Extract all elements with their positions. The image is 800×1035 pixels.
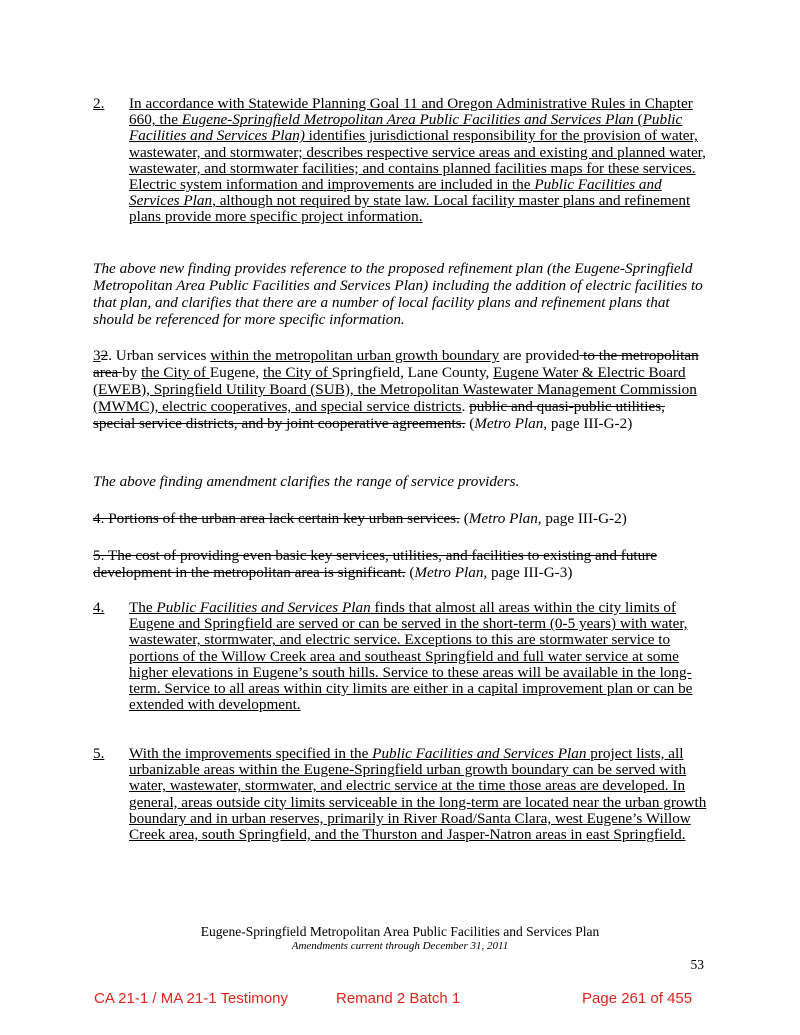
finding-2-text: In accordance with Statewide Planning Goal 11 and Oregon Administrative Rules in Chapter 660, the Eugene-Springfield Metropolitan Area Public Facilities and Services Plan (Public Facilities and Services Plan) identifies jurisdictional responsibility for the provision of water, wastewater, and stormwater; describes respective service areas and existing and planned water, wastewater, and stormwater facilities; and contains planned facilities maps for these services. Electric system information and improvements are included in the Public Facilities and Services Plan, although not required by state law. Local facility master plans and refinement plans provide more specific project information. bbox=[129, 95, 706, 226]
finding-5 bbox=[93, 746, 713, 843]
plan-short-title-ref: Public Facilities and Services Plan bbox=[156, 599, 371, 616]
page-number: 53 bbox=[690, 957, 704, 972]
finding-5-number: 5. bbox=[93, 745, 105, 762]
plan-title-ref: Eugene-Springfield Metropolitan Area Public Facilities and Services Plan bbox=[181, 111, 634, 129]
plan-short-title-ref: Public Facilities and Services Plan bbox=[372, 745, 587, 762]
footer-title: Eugene-Springfield Metropolitan Area Public Facilities and Services Plan bbox=[200, 924, 600, 939]
deleted-finding-5: 5. The cost of providing even basic key services, utilities, and facilities to existing and future development in the metropolitan area is significant. (Metro Plan, page III-G-3) bbox=[93, 547, 658, 581]
finding-4-number: 4. bbox=[93, 599, 105, 616]
plan-short-title-ref: Public Facilities and Services Plan bbox=[129, 176, 662, 210]
stamp-page-label: Page 261 of 455 bbox=[582, 990, 693, 1007]
deleted-finding-4: 4. Portions of the urban area lack certain key urban services. (Metro Plan, page III-G-2) bbox=[93, 510, 627, 527]
stamp-batch-label: Remand 2 Batch 1 bbox=[336, 990, 461, 1007]
finding-3-old-number: 2 bbox=[100, 347, 109, 364]
footer-subtitle: Amendments current through December 31, 2011 bbox=[291, 940, 509, 952]
explanatory-note-2: The above finding amendment clarifies the range of service providers. bbox=[93, 473, 520, 490]
finding-2 bbox=[93, 96, 713, 226]
explanatory-note-1: The above new finding provides reference to the proposed refinement plan (the Eugene-Springfield Metropolitan Area Public Facilities and Services Plan) including the addition of electric facilities to that plan, and clarifies that there are a number of local facility plans and refinement plans that should be referenced for more specific information. bbox=[93, 260, 703, 328]
finding-4-text: The Public Facilities and Services Plan finds that almost all areas within the city limits of Eugene and Springfield are served or can be served in the short-term (0-5 years) with water, wastewater, stormwater, and electric service. Exceptions to this are stormwater service to portions of the Willow Creek area and southeast Springfield and full water service at some higher elevations in Eugene’s south hills. Service to these areas will be available in the long-term. Service to all areas within city limits are either in a capital improvement plan or can be extended with development. bbox=[129, 599, 693, 714]
finding-5-text: With the improvements specified in the Public Facilities and Services Plan project lists, all urbanizable areas within the Eugene-Springfield urban growth boundary can be served with water, wastewater, stormwater, and electric service at the time those areas are developed. In general, areas outside city limits serviceable in the long-term are located near the urban growth boundary and in urban reserves, primarily in River Road/Santa Clara, west Eugene’s Willow Creek area, south Springfield, and the Thurston and Jasper-Natron areas in east Springfield. bbox=[129, 745, 707, 844]
plan-short-title-ref: Public Facilities and Services Plan) bbox=[129, 111, 683, 145]
stamp-case-label: CA 21-1 / MA 21-1 Testimony bbox=[94, 990, 288, 1007]
finding-4 bbox=[93, 600, 713, 713]
finding-3-new-number: 3 bbox=[93, 347, 101, 364]
finding-3: 32. Urban services within the metropolitan urban growth boundary are provided to the metropolitan area by the City of Eugene, the City of Springfield, Lane County, Eugene Water & Electric Board (EWEB), Springfield Utility Board (SUB), the Metropolitan Wastewater Management Commission (MWMC), electric cooperatives, and special service districts. public and quasi-public utilities, special service districts, and by joint cooperative agreements. (Metro Plan, page III-G-2) bbox=[93, 347, 699, 432]
finding-2-number: 2. bbox=[93, 95, 105, 112]
